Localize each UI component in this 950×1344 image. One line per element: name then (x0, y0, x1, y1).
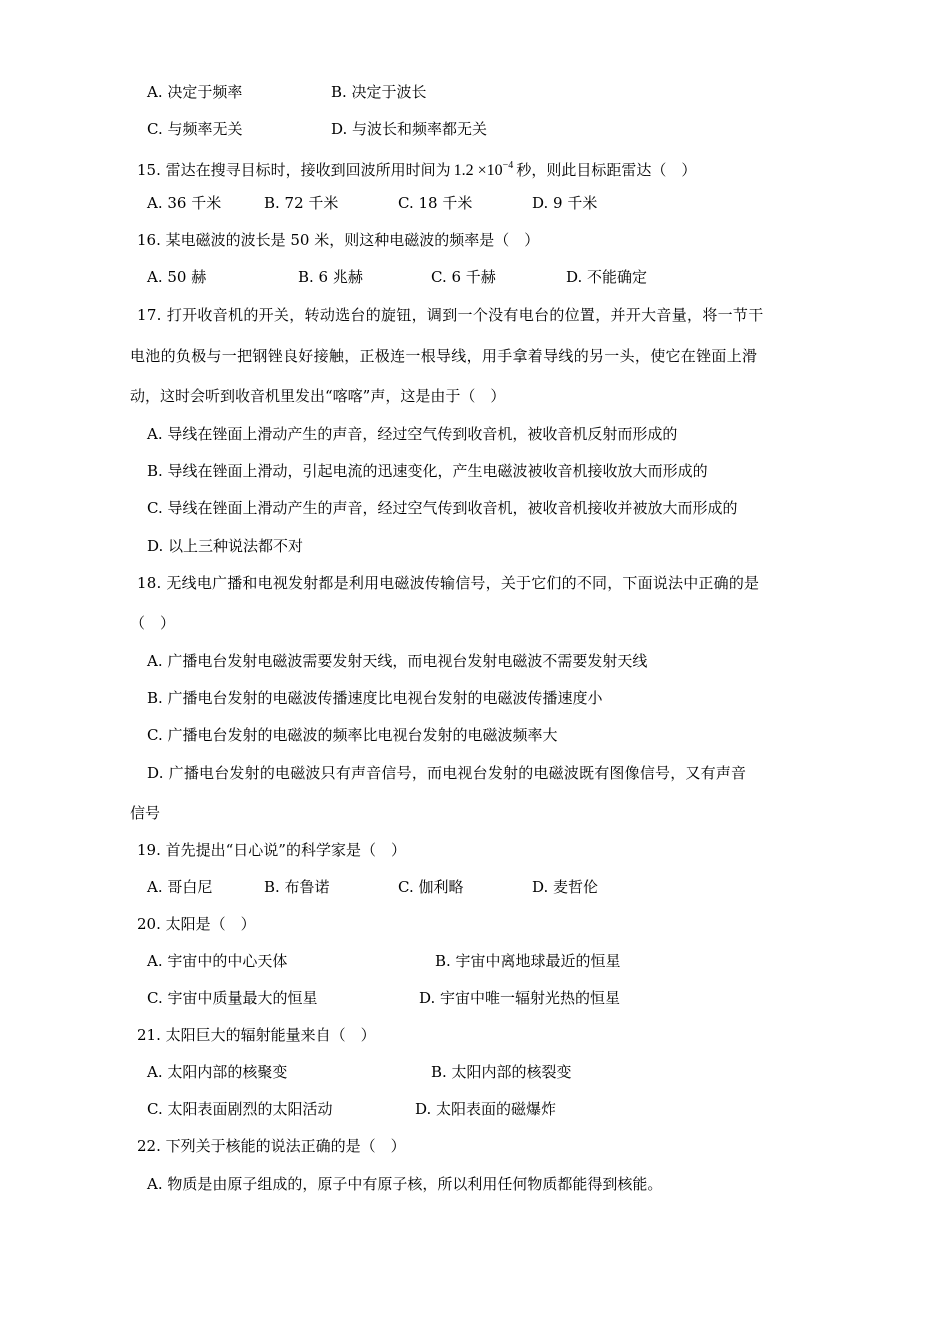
q17-stem-line-1: 17. 打开收音机的开关，转动选台的旋钮，调到一个没有电台的位置，并开大音量，将一节干 (137, 306, 764, 324)
q21-option-a: A. 太阳内部的核聚变 (147, 1063, 288, 1081)
q19-stem: 19. 首先提出“日心说”的科学家是（ ） (137, 841, 406, 859)
q14-option-b: B. 决定于波长 (331, 83, 427, 101)
q17-option-b: B. 导线在锉面上滑动，引起电流的迅速变化，产生电磁波被收音机接收放大而形成的 (147, 462, 708, 480)
q17-stem-line-3: 动，这时会听到收音机里发出“喀喀”声，这是由于（ ） (130, 387, 506, 405)
q15-stem-before: 15. 雷达在搜寻目标时，接收到回波所用时间为 (137, 161, 451, 179)
q19-option-c: C. 伽利略 (398, 878, 464, 896)
q18-option-d-line-2: 信号 (130, 804, 161, 822)
q18-option-d-line-1: D. 广播电台发射的电磁波只有声音信号，而电视台发射的电磁波既有图像信号，又有声音 (147, 764, 747, 782)
q15-base: 10 (486, 162, 503, 179)
q20-option-d: D. 宇宙中唯一辐射光热的恒星 (419, 989, 621, 1007)
q21-stem: 21. 太阳巨大的辐射能量来自（ ） (137, 1026, 376, 1044)
q20-stem: 20. 太阳是（ ） (137, 915, 256, 933)
q17-option-d: D. 以上三种说法都不对 (147, 537, 304, 555)
q16-option-a: A. 50 赫 (147, 268, 207, 286)
q21-option-c: C. 太阳表面剧烈的太阳活动 (147, 1100, 333, 1118)
q17-stem-line-2: 电池的负极与一把钢锉良好接触，正极连一根导线，用手拿着导线的另一头，使它在锉面上滑 (130, 347, 758, 365)
q18-stem-line-1: 18. 无线电广播和电视发射都是利用电磁波传输信号，关于它们的不同，下面说法中正确的是 (137, 574, 760, 592)
q18-option-b: B. 广播电台发射的电磁波传播速度比电视台发射的电磁波传播速度小 (147, 689, 603, 707)
q15-option-a: A. 36 千米 (147, 194, 222, 212)
q16-stem: 16. 某电磁波的波长是 50 米，则这种电磁波的频率是（ ） (137, 231, 540, 249)
q16-option-d: D. 不能确定 (566, 268, 648, 286)
q15-option-c: C. 18 千米 (398, 194, 473, 212)
q15-stem (137, 156, 696, 181)
q16-option-c: C. 6 千赫 (431, 268, 496, 286)
q18-stem-line-2: （ ） (130, 614, 176, 632)
q19-option-d: D. 麦哲伦 (532, 878, 599, 896)
q15-scientific-notation (454, 162, 514, 179)
q15-stem-after: 秒，则此目标距雷达（ ） (516, 161, 697, 179)
q15-exponent: −4 (502, 160, 514, 171)
q19-option-b: B. 布鲁诺 (264, 878, 330, 896)
q14-option-c: C. 与频率无关 (147, 120, 243, 138)
q19-option-a: A. 哥白尼 (147, 878, 213, 896)
q18-option-c: C. 广播电台发射的电磁波的频率比电视台发射的电磁波频率大 (147, 726, 558, 744)
q14-option-d: D. 与波长和频率都无关 (331, 120, 488, 138)
q17-option-c: C. 导线在锉面上滑动产生的声音，经过空气传到收音机，被收音机接收并被放大而形成的 (147, 499, 738, 517)
q15-option-d: D. 9 千米 (532, 194, 598, 212)
q21-option-d: D. 太阳表面的磁爆炸 (415, 1100, 557, 1118)
q18-option-a: A. 广播电台发射电磁波需要发射天线，而电视台发射电磁波不需要发射天线 (147, 652, 648, 670)
q21-option-b: B. 太阳内部的核裂变 (431, 1063, 572, 1081)
q15-times-sign: × (477, 162, 487, 179)
q20-option-c: C. 宇宙中质量最大的恒星 (147, 989, 318, 1007)
q20-option-b: B. 宇宙中离地球最近的恒星 (435, 952, 621, 970)
q16-option-b: B. 6 兆赫 (298, 268, 363, 286)
q20-option-a: A. 宇宙中的中心天体 (147, 952, 288, 970)
q17-option-a: A. 导线在锉面上滑动产生的声音，经过空气传到收音机，被收音机反射而形成的 (147, 425, 678, 443)
q15-coefficient: 1.2 (453, 162, 474, 179)
q22-stem: 22. 下列关于核能的说法正确的是（ ） (137, 1137, 406, 1155)
q15-option-b: B. 72 千米 (264, 194, 339, 212)
q22-option-a: A. 物质是由原子组成的，原子中有原子核，所以利用任何物质都能得到核能。 (147, 1175, 663, 1193)
q14-option-a: A. 决定于频率 (147, 83, 243, 101)
